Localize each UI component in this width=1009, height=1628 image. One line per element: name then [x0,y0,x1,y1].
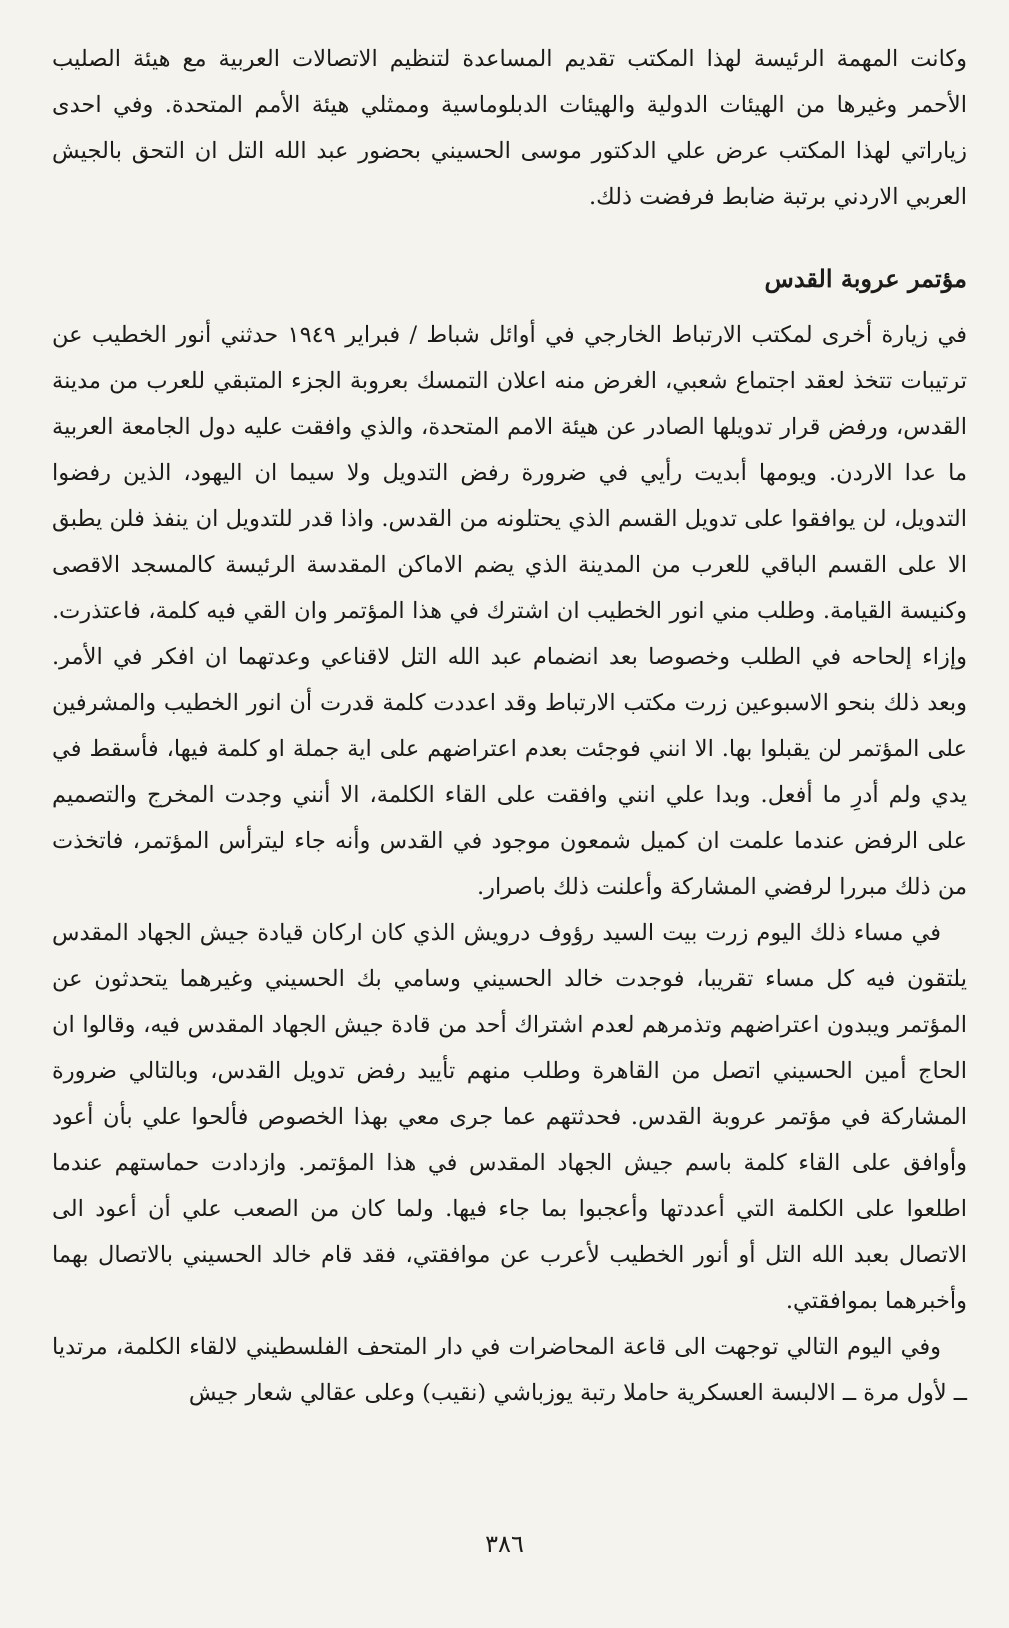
paragraph-conference: في زيارة أخرى لمكتب الارتباط الخارجي في أوائل شباط / فبراير ١٩٤٩ حدثني أنور الخطيب عن ترتيبات تتخذ لعقد اجتماع شعبي، الغرض منه اعلان التمسك بعروبة الجزء المتبقي للعرب من مدينة القدس، ورفض قرار تدويلها الصادر عن هيئة الامم المتحدة، والذي وافقت عليه دول الجامعة العربية ما عدا الاردن. ويومها أبديت رأيي في ضرورة رفض التدويل ولا سيما ان اليهود، الذين رفضوا التدويل، لن يوافقوا على تدويل القسم الذي يحتلونه من القدس. واذا قدر للتدويل ان ينفذ فلن يطبق الا على القسم الباقي للعرب من المدينة الذي يضم الاماكن المقدسة الرئيسة كالمسجد الاقصى وكنيسة القيامة. وطلب مني انور الخطيب ان اشترك في هذا المؤتمر وان القي فيه كلمة، فاعتذرت. وإزاء إلحاحه في الطلب وخصوصا بعد انضمام عبد الله التل لاقناعي وعدتهما ان افكر في الأمر. وبعد ذلك بنحو الاسبوعين زرت مكتب الارتباط وقد اعددت كلمة قدرت أن انور الخطيب والمشرفين على المؤتمر لن يقبلوا بها. الا انني فوجئت بعدم اعتراضهم على اية جملة او كلمة فيها، فأسقط في يدي ولم أدرِ ما أفعل. وبدا علي انني وافقت على القاء الكلمة، الا أنني وجدت المخرج والتصميم على الرفض عندما علمت ان كميل شمعون موجود في القدس وأنه جاء ليترأس المؤتمر، فاتخذت من ذلك مبررا لرفضي المشاركة وأعلنت ذلك باصرار. [52,322,967,900]
paragraph-next-day: وفي اليوم التالي توجهت الى قاعة المحاضرات في دار المتحف الفلسطيني لالقاء الكلمة، مرتديا ــ لأول مرة ــ الالبسة العسكرية حاملا رتبة يوزباشي (نقيب) وعلى عقالي شعار جيش [52,1334,967,1406]
paragraph-intro: وكانت المهمة الرئيسة لهذا المكتب تقديم المساعدة لتنظيم الاتصالات العربية مع هيئة الصليب الأحمر وغيرها من الهيئات الدولية والهيئات الدبلوماسية وممثلي هيئة الأمم المتحدة. وفي احدى زياراتي لهذا المكتب عرض علي الدكتور موسى الحسيني بحضور عبد الله التل ان التحق بالجيش العربي الاردني برتبة ضابط فرفضت ذلك. [52,46,967,210]
page-number: ٣٨٦ [485,1530,524,1558]
paragraph-evening-visit: في مساء ذلك اليوم زرت بيت السيد رؤوف درويش الذي كان اركان قيادة جيش الجهاد المقدس يلتقون فيه كل مساء تقريبا، فوجدت خالد الحسيني وسامي بك الحسيني وغيرهما يتحدثون عن المؤتمر ويبدون اعتراضهم وتذمرهم لعدم اشتراك أحد من قادة جيش الجهاد المقدس فيه، وقالوا ان الحاج أمين الحسيني اتصل من القاهرة وطلب منهم تأييد رفض تدويل القدس، وبالتالي ضرورة المشاركة في مؤتمر عروبة القدس. فحدثتهم عما جرى معي بهذا الخصوص فألحوا علي بأن أعود وأوافق على القاء كلمة باسم جيش الجهاد المقدس في هذا المؤتمر. وازدادت حماستهم عندما اطلعوا على الكلمة التي أعددتها وأعجبوا بما جاء فيها. ولما كان من الصعب علي أن أعود الى الاتصال بعبد الله التل أو أنور الخطيب لأعرب عن موافقتي، فقد قام خالد الحسيني بالاتصال بهما وأخبرهما بموافقتي. [52,920,967,1314]
section-heading: مؤتمر عروبة القدس [764,264,967,293]
